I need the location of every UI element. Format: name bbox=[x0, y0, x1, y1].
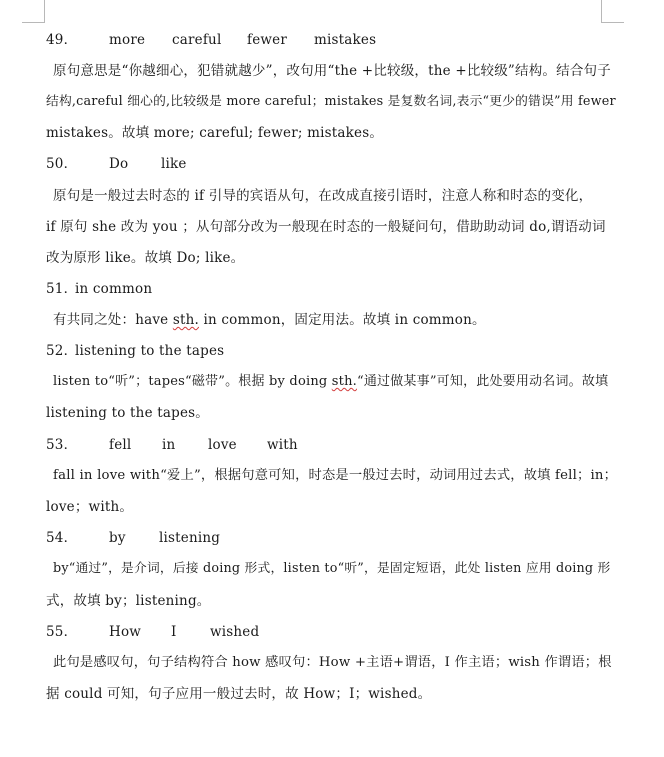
item-number: 52． bbox=[46, 343, 78, 359]
answer: like bbox=[161, 156, 187, 172]
answer: careful bbox=[172, 32, 222, 48]
explanation-line: 原句意思是“你越细心，犯错就越少”，改句用“the +比较级，the +比较级”结构。结合句子 bbox=[53, 63, 611, 79]
answer: with bbox=[267, 437, 298, 453]
item-number: 50． bbox=[46, 156, 78, 172]
item-number: 49． bbox=[46, 32, 78, 48]
explanation-line: by“通过”，是介词，后接 doing 形式，listen to“听”，是固定短语，此处 listen 应用 doing 形 bbox=[53, 561, 611, 576]
explanation-line: mistakes。故填 more; careful; fewer; mistakes。 bbox=[46, 125, 384, 141]
explanation-line: 改为原形 like。故填 Do; like。 bbox=[46, 250, 245, 266]
answer: fell bbox=[109, 437, 132, 453]
answer: listening to the tapes bbox=[75, 343, 225, 359]
answer: How bbox=[109, 624, 142, 640]
explanation-line: 据 could 可知，句子应用一般过去时，故 How；I；wished。 bbox=[46, 686, 432, 702]
explanation-line: 原句是一般过去时态的 if 引导的宾语从句，在改成直接引语时，注意人称和时态的变化， bbox=[53, 188, 593, 204]
explanation-line: 结构,careful 细心的,比较级是 more careful；mistakes 是复数名词,表示“更少的错误”用 fewer bbox=[46, 94, 616, 109]
item-number: 53． bbox=[46, 437, 78, 453]
answer: wished bbox=[210, 624, 260, 640]
spell-flagged-word: sth. bbox=[331, 374, 357, 389]
answer: mistakes bbox=[314, 32, 377, 48]
explanation-line: 此句是感叹句，句子结构符合 how 感叹句：How +主语+谓语，I 作主语；wish 作谓语；根 bbox=[53, 655, 612, 670]
explanation-line: listening to the tapes。 bbox=[46, 405, 209, 421]
answer: fewer bbox=[247, 32, 287, 48]
answer: I bbox=[171, 624, 177, 640]
text-run: in common，固定用法。故填 in common。 bbox=[199, 312, 486, 328]
explanation-line bbox=[53, 373, 608, 391]
explanation-line bbox=[53, 311, 486, 329]
answer: love bbox=[208, 437, 237, 453]
answer: in bbox=[162, 437, 176, 453]
item-number: 55． bbox=[46, 624, 78, 640]
item-number: 51． bbox=[46, 281, 78, 297]
spell-flagged-word: sth. bbox=[172, 312, 199, 328]
explanation-line: 式，故填 by；listening。 bbox=[46, 593, 211, 609]
text-run: “通过做某事”可知，此处要用动名词。故填 bbox=[356, 374, 609, 389]
text-run: listen to“听”；tapes“磁带”。根据 by doing bbox=[53, 374, 332, 389]
answer: more bbox=[109, 32, 146, 48]
answer: by bbox=[109, 530, 126, 546]
text-run: 有共同之处：have bbox=[53, 312, 173, 328]
answer: Do bbox=[109, 156, 129, 172]
answer: listening bbox=[159, 530, 221, 546]
answer: in common bbox=[75, 281, 153, 297]
explanation-line: love；with。 bbox=[46, 499, 134, 515]
explanation-line: fall in love with“爱上”，根据句意可知，时态是一般过去时，动词用过去式，故填 fell；in； bbox=[53, 468, 618, 483]
item-number: 54． bbox=[46, 530, 78, 546]
explanation-line: if 原句 she 改为 you ；从句部分改为一般现在时态的一般疑问句，借助助动词 do,谓语动词 bbox=[46, 219, 606, 235]
